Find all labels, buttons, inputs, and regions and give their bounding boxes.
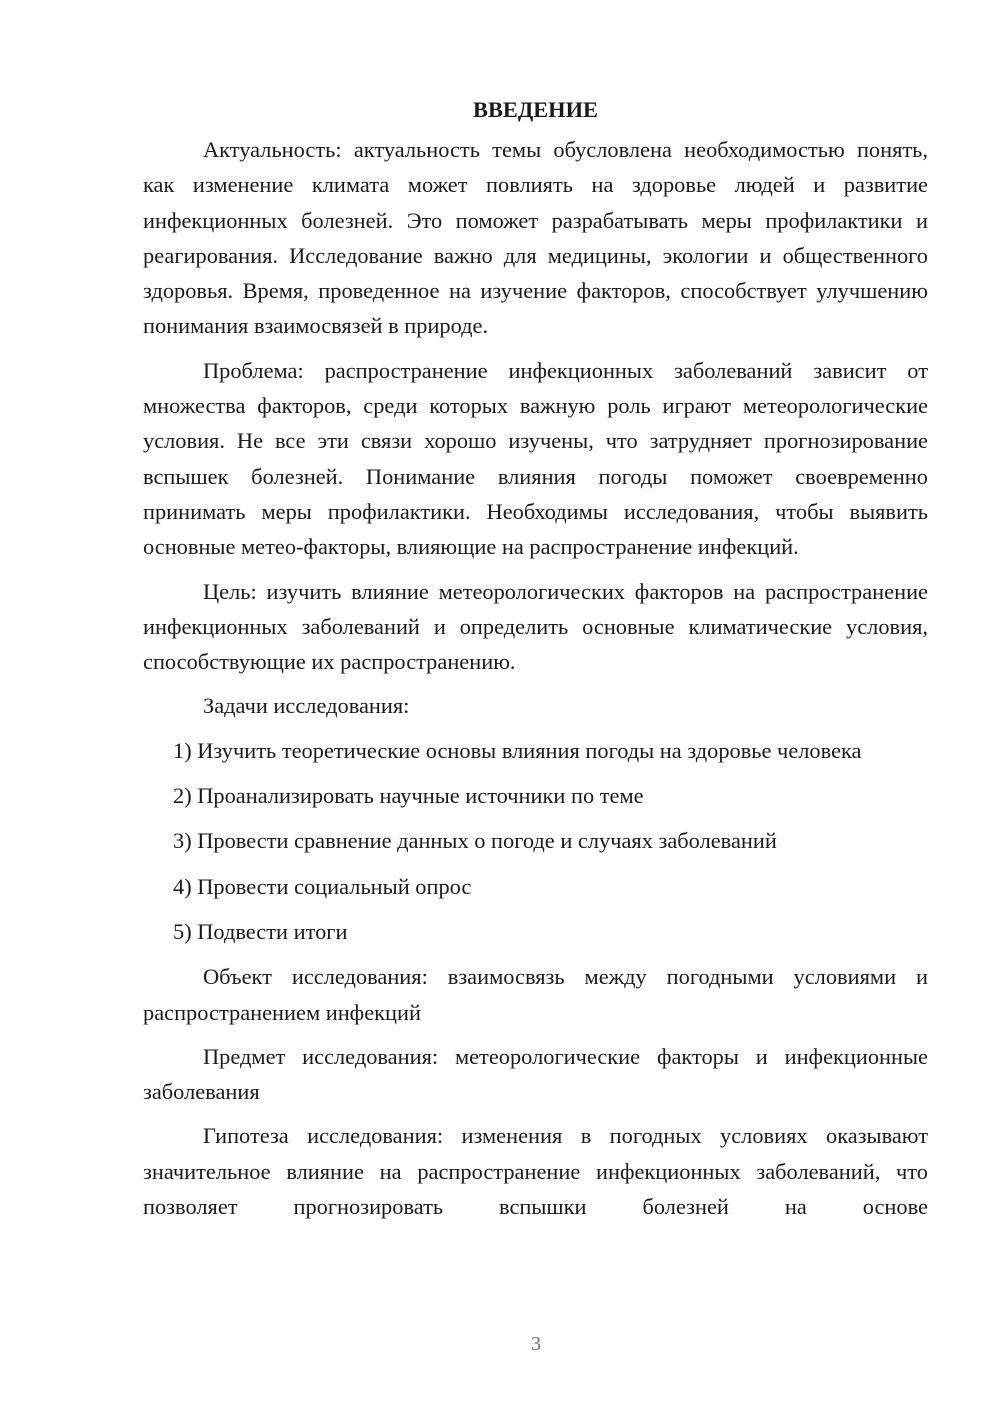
- list-item-task-1: 1) Изучить теоретические основы влияния погоды на здоровье человека: [173, 737, 862, 763]
- list-item-task-3: 3) Провести сравнение данных о погоде и случаях заболеваний: [173, 828, 777, 854]
- subject-paragraph: Предмет исследования: метеорологические факторы и инфекционные заболевания: [143, 1043, 928, 1105]
- goal-paragraph: Цель: изучить влияние метеорологических факторов на распространение инфекционных заболеваний и определить основные климатические условия, способствующие их распространению.: [143, 578, 928, 675]
- list-item-task-5: 5) Подвести итоги: [173, 918, 348, 944]
- problem-paragraph: Проблема: распространение инфекционных заболеваний зависит от множества факторов, среди которых важную роль играют метеорологические условия. Не все эти связи хорошо изучены, что затрудняет прогнозирование вспышек болезней. Понимание влияния погоды поможет своевременно принимать меры профилактики. Необходимы исследования, чтобы выявить основные метео-факторы, влияющие на распространение инфекций.: [143, 357, 928, 560]
- object-paragraph: Объект исследования: взаимосвязь между погодными условиями и распространением инфекций: [143, 964, 928, 1025]
- tasks-list: [143, 733, 928, 949]
- tasks-heading: Задачи исследования:: [203, 693, 410, 719]
- list-item-task-2: 2) Проанализировать научные источники по теме: [173, 783, 644, 809]
- page-number: 3: [531, 1333, 541, 1355]
- hypothesis-paragraph: Гипотеза исследования: изменения в погодных условиях оказывают значительное влияние на распространение инфекционных заболеваний, что позволяет прогнозировать вспышки болезней на основе: [143, 1123, 928, 1220]
- relevance-paragraph: Актуальность: актуальность темы обусловлена необходимостью понять, как изменение климата может повлиять на здоровье людей и развитие инфекционных болезней. Это поможет разрабатывать меры профилактики и реагирования. Исследование важно для медицины, экологии и общественного здоровья. Время, проведенное на изучение факторов, способствует улучшению понимания взаимосвязей в природе.: [143, 137, 928, 339]
- list-item-task-4: 4) Провести социальный опрос: [173, 873, 472, 899]
- page-content: [143, 92, 928, 1233]
- page-title: ВВЕДЕНИЕ: [473, 97, 598, 122]
